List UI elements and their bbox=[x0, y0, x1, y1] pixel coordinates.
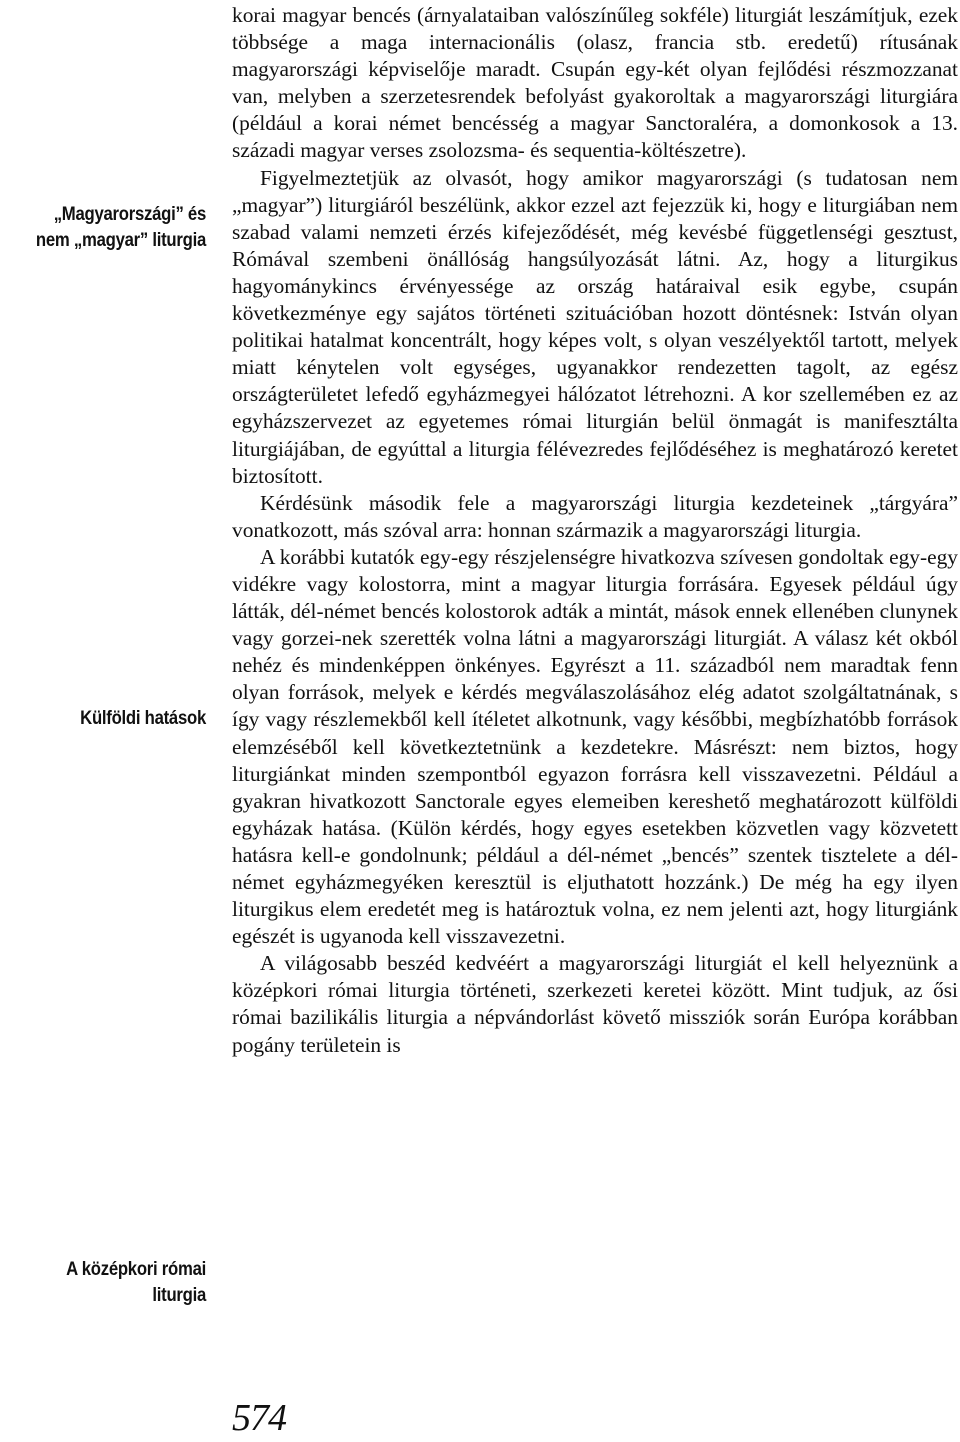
paragraph-vilagosabb-beszed: A világosabb beszéd kedvéért a magyarországi liturgiát el kell helyeznünk a középkori római liturgia történeti, szerkezeti keretei között. Mint tudjuk, az ősi római bazilikális liturgia a népvándorlást követő missziók során Európa korábban pogány területein is bbox=[232, 951, 958, 1057]
page-number: 574 bbox=[232, 1397, 286, 1439]
body-text bbox=[232, 2, 958, 1059]
margin-heading-kulfoldi-hatasok: Külföldi hatások bbox=[80, 708, 206, 729]
paragraph-continued: korai magyar bencés (árnyalataiban valószínűleg sokféle) liturgiát leszámítjuk, ezek többsége a maga internacionális (olasz, francia stb. eredetű) rítusának magyarországi képviselője maradt. Csupán egy-két olyan fejlődési részmozzanat van, melyben a szerzetesrendek befolyást gyakoroltak a magyarországi liturgiára (például a korai német bencésség a magyar Sanctoraléra, a domonkosok a 13. századi magyar verses zsolozsma- és sequentia-költészetre). bbox=[232, 3, 958, 163]
margin-heading-magyar-liturgia: „Magyarországi” és nem „magyar” liturgia bbox=[35, 204, 206, 251]
paragraph-kerdesunk: Kérdésünk második fele a magyarországi liturgia kezdeteinek „tárgyára” vonatkozott, más szóval arra: honnan származik a magyarországi liturgia. bbox=[232, 490, 958, 542]
paragraph-korabbi-kutatok: A korábbi kutatók egy-egy részjelenségre hivatkozva szívesen gondoltak egy-egy vidékre vagy kolostorra, mint a magyar liturgia forrására. Egyesek például úgy látták, dél-német bencés kolostorok adták a mintát, mások ennek ellenében clunynek vagy gorzei-nek szerették volna látni a magyarországi liturgiát. A válasz két okból nehéz és mindenképpen önkényes. Egyrészt a 11. századból nem maradtak fenn olyan források, melyek e kérdés megválaszolásához elég adatot szolgáltatnának, s így vagy részlemekből kell ítéletet alkotnunk, vagy későbbi, megbízhatóbb források elemzéséből kell következtetnünk a kezdetekre. Másrészt: nem biztos, hogy liturgiánkat minden szempontból egyazon forrásra kell visszavezetni. Például a gyakran hivatkozott Sanctorale egyes elemeiben kereshető meghatározott külföldi egyházak hatása. (Külön kérdés, hogy egyes esetekben közvetlen vagy közvetett hatásra kell-e gondolnunk; például a dél-német „bencés” szentek tisztelete a dél-német egyházmegyéken keresztül is eljuthatott hozzánk.) De még ha egy ilyen liturgikus elem eredetét meg is határoztuk volna, ez nem jelenti azt, hogy liturgiánk egészét is ugyanoda kell visszavezetni. bbox=[232, 544, 958, 949]
margin-notes bbox=[0, 0, 206, 1442]
margin-heading-kozepkori-romai-liturgia: A középkori római liturgia bbox=[66, 1259, 206, 1306]
paragraph-figyelmeztetjuk: Figyelmeztetjük az olvasót, hogy amikor magyarországi (s tudatosan nem „magyar”) liturgiáról beszélünk, akkor ezzel azt fejezzük ki, hogy e liturgiában nem szabad valami nemzeti érzés kifejeződését, még kevésbé függetlenségi gesztust, Rómával szembeni önállóság hangsúlyozását látni. Az, hogy a liturgikus hagyománykincs érvényessége az ország határaival esik egybe, csupán következménye egy sajátos történeti szituációban hozott döntésnek: István olyan politikai hatalmat koncentrált, hogy képes volt, s olyan veszélyektől tartott, melyek miatt kénytelen volt egységes, ugyanakkor rendezetten tagolt, az egész országterületet lefedő egyházmegyei hálózatot létrehozni. A kor szellemében ez az egyházszervezet az egyetemes római liturgián belül önmagát is manifesztálta liturgiájában, de egyúttal a liturgia félévezredes fejlődéséhez is meghatározó keretet biztosított. bbox=[232, 165, 958, 488]
